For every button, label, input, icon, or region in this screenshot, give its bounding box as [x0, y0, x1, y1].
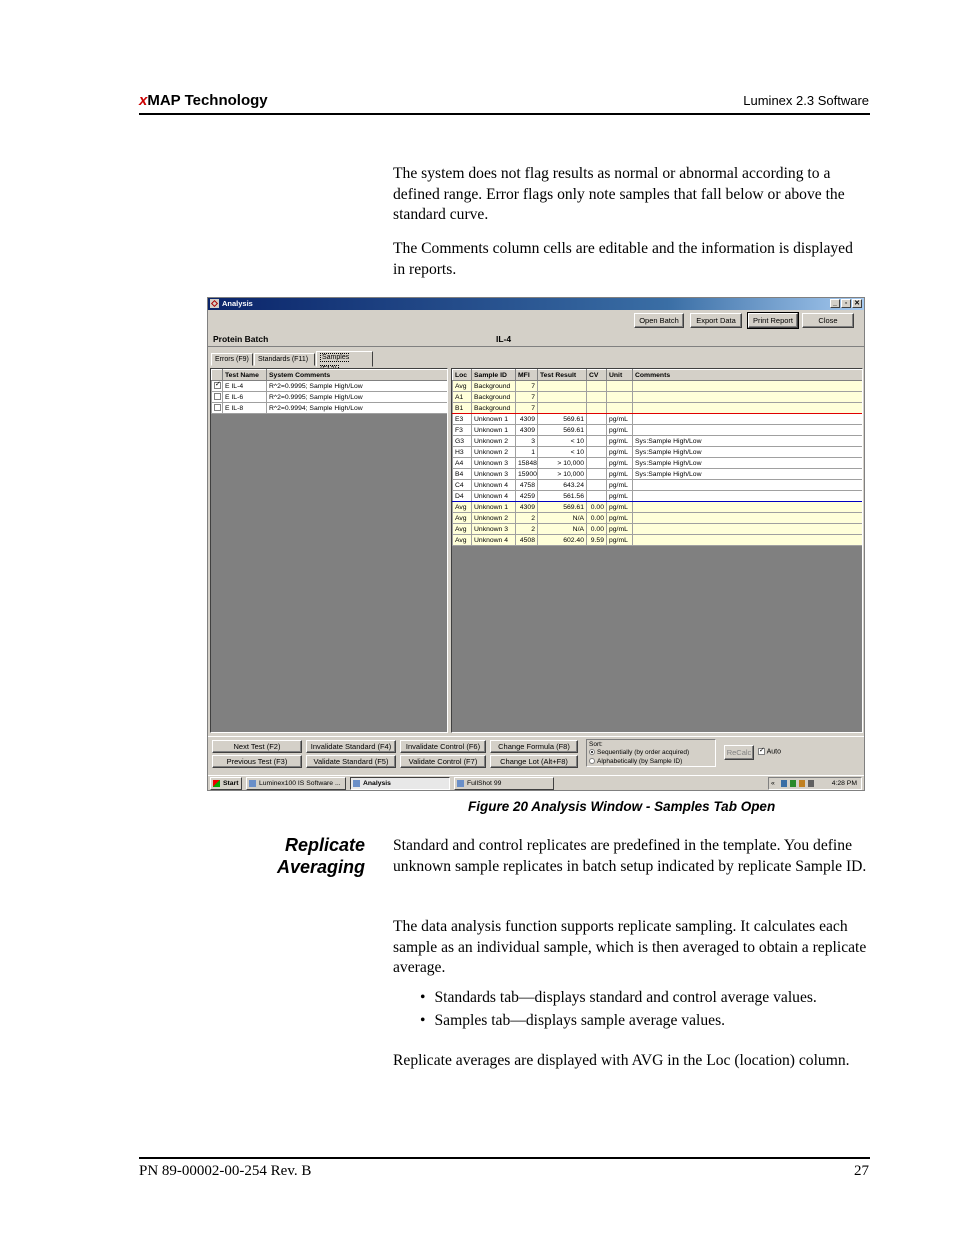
samples-header-comments: Comments	[633, 370, 863, 381]
sample-mfi-cell: 3	[516, 436, 538, 447]
figure-caption: Figure 20 Analysis Window - Samples Tab Open	[468, 799, 776, 814]
change-formula-button[interactable]: Change Formula (F8)	[490, 740, 578, 753]
bullet-standards: • Standards tab—displays standard and control average values.	[420, 986, 817, 1009]
sample-unit-cell: pg/mL	[607, 458, 633, 469]
paragraph-flags: The system does not flag results as normal or abnormal according to a defined range. Error flags only note samples that fall below or above the standard curve.	[393, 165, 845, 223]
table-row[interactable]	[453, 403, 863, 414]
tray-expand-icon[interactable]: «	[771, 780, 775, 787]
close-button[interactable]: Close	[802, 313, 854, 328]
tests-header-name: Test Name	[223, 370, 267, 381]
sample-result-cell: 643.24	[538, 480, 587, 491]
sample-unit-cell	[607, 381, 633, 392]
sample-result-cell: 602.40	[538, 535, 587, 546]
tests-header-row	[212, 370, 448, 381]
sample-mfi-cell: 15848	[516, 458, 538, 469]
test-checkbox-cell[interactable]	[212, 403, 223, 414]
doc-header-title	[139, 92, 268, 109]
sample-cv-cell	[587, 458, 607, 469]
sample-cv-cell	[587, 469, 607, 480]
tests-pane	[210, 368, 448, 733]
tray-network-icon[interactable]	[781, 780, 787, 787]
sample-unit-cell	[607, 403, 633, 414]
tray-app-icon[interactable]	[790, 780, 796, 787]
sample-comment-cell[interactable]: Sys:Sample High/Low	[633, 436, 863, 447]
sample-id-cell: Unknown 1	[472, 425, 516, 436]
footer-rule	[139, 1157, 870, 1159]
sample-unit-cell: pg/mL	[607, 414, 633, 425]
close-window-button[interactable]: ✕	[852, 299, 862, 308]
checkbox-empty-icon[interactable]	[214, 404, 221, 411]
radio-empty-icon	[589, 758, 595, 764]
checkbox-checked-icon[interactable]	[214, 382, 221, 389]
sample-id-cell: Unknown 4	[472, 535, 516, 546]
sample-comment-cell[interactable]	[633, 425, 863, 436]
open-batch-button[interactable]: Open Batch	[634, 313, 684, 328]
samples-header-unit: Unit	[607, 370, 633, 381]
sample-result-cell: 569.61	[538, 502, 587, 513]
section-heading	[165, 834, 365, 878]
sample-unit-cell: pg/mL	[607, 524, 633, 535]
tests-header-check	[212, 370, 223, 381]
sample-comment-cell[interactable]	[633, 480, 863, 491]
sample-cv-cell	[587, 381, 607, 392]
sample-cv-cell	[587, 491, 607, 502]
sort-label: Sort:	[589, 741, 603, 748]
sample-mfi-cell: 7	[516, 403, 538, 414]
toolbar	[208, 310, 864, 332]
footer-page-number: 27	[854, 1163, 869, 1179]
sample-comment-cell[interactable]	[633, 414, 863, 425]
table-row[interactable]	[453, 524, 863, 535]
sample-unit-cell: pg/mL	[607, 447, 633, 458]
table-row[interactable]	[453, 436, 863, 447]
batch-name: Protein Batch	[213, 334, 269, 344]
tray-status-icon[interactable]	[799, 780, 805, 787]
sample-result-cell: N/A	[538, 524, 587, 535]
sample-id-cell: Unknown 2	[472, 513, 516, 524]
paragraph-replicate-sampling: The data analysis function supports replicate sampling. It calculates each sample as an individual sample, which is then averaged to obtain a replicate average.	[393, 918, 867, 976]
samples-table	[452, 369, 863, 546]
table-row[interactable]	[453, 480, 863, 491]
table-row[interactable]	[212, 392, 448, 403]
sample-loc-cell: B1	[453, 403, 472, 414]
change-lot-button[interactable]: Change Lot (Alt+F8)	[490, 755, 578, 768]
sample-unit-cell	[607, 392, 633, 403]
sample-mfi-cell: 4309	[516, 414, 538, 425]
table-row[interactable]	[453, 414, 863, 425]
sample-cv-cell: 9.59	[587, 535, 607, 546]
samples-header-mfi: MFI	[516, 370, 538, 381]
sample-loc-cell: A1	[453, 392, 472, 403]
table-row[interactable]	[453, 491, 863, 502]
sample-comment-cell[interactable]	[633, 535, 863, 546]
sample-result-cell: 561.56	[538, 491, 587, 502]
sample-cv-cell	[587, 436, 607, 447]
test-checkbox-cell[interactable]	[212, 392, 223, 403]
action-strip	[208, 736, 864, 771]
sample-loc-cell: G3	[453, 436, 472, 447]
sample-id-cell: Unknown 4	[472, 480, 516, 491]
tray-clock: 4:28 PM	[831, 780, 857, 787]
sample-loc-cell: Avg	[453, 502, 472, 513]
export-data-button[interactable]: Export Data	[690, 313, 742, 328]
system-tray	[768, 777, 862, 790]
samples-pane	[451, 368, 863, 733]
sort-option-sequential-label: Sequentially (by order acquired)	[597, 749, 690, 756]
header-rule	[139, 113, 870, 115]
sample-mfi-cell: 4309	[516, 425, 538, 436]
samples-header-sample-id: Sample ID	[472, 370, 516, 381]
test-comment-cell: R^2=0.9995; Sample High/Low	[267, 381, 448, 392]
sample-loc-cell: Avg	[453, 524, 472, 535]
auto-checkbox-label: Auto	[766, 748, 781, 756]
table-row[interactable]	[453, 513, 863, 524]
sample-result-cell: > 10,000	[538, 458, 587, 469]
sample-unit-cell: pg/mL	[607, 469, 633, 480]
sample-loc-cell: F3	[453, 425, 472, 436]
sample-mfi-cell: 7	[516, 381, 538, 392]
sample-cv-cell	[587, 392, 607, 403]
table-row[interactable]	[453, 381, 863, 392]
taskbar-item-luminex[interactable]: Luminex100 IS Software ...	[246, 777, 346, 790]
test-name-cell: E IL-8	[223, 403, 267, 414]
sample-comment-cell[interactable]	[633, 403, 863, 414]
start-button[interactable]: Start	[210, 777, 242, 790]
section-heading-line1: Replicate	[284, 835, 365, 855]
previous-test-button[interactable]: Previous Test (F3)	[212, 755, 302, 768]
sample-unit-cell: pg/mL	[607, 436, 633, 447]
sample-loc-cell: A4	[453, 458, 472, 469]
sample-mfi-cell: 7	[516, 392, 538, 403]
sample-mfi-cell: 15900	[516, 469, 538, 480]
sample-id-cell: Unknown 3	[472, 458, 516, 469]
sample-cv-cell: 0.00	[587, 513, 607, 524]
header-x-prefix: x	[139, 92, 148, 109]
sample-mfi-cell: 1	[516, 447, 538, 458]
sample-result-cell: N/A	[538, 513, 587, 524]
sample-unit-cell: pg/mL	[607, 425, 633, 436]
sample-loc-cell: Avg	[453, 535, 472, 546]
test-name-cell: E IL-6	[223, 392, 267, 403]
sample-comment-cell[interactable]: Sys:Sample High/Low	[633, 469, 863, 480]
sample-id-cell: Unknown 4	[472, 491, 516, 502]
tab-standards[interactable]: Standards (F11)	[254, 353, 315, 366]
sample-id-cell: Unknown 2	[472, 447, 516, 458]
sample-mfi-cell: 4758	[516, 480, 538, 491]
analysis-window	[207, 297, 865, 791]
sort-group	[586, 739, 716, 767]
sample-cv-cell	[587, 447, 607, 458]
sample-comment-cell[interactable]	[633, 524, 863, 535]
table-row[interactable]	[212, 403, 448, 414]
checkbox-empty-icon[interactable]	[214, 393, 221, 400]
sample-result-cell	[538, 403, 587, 414]
sample-mfi-cell: 2	[516, 524, 538, 535]
restore-button[interactable]: ▫	[841, 299, 851, 308]
sample-comment-cell[interactable]: Sys:Sample High/Low	[633, 447, 863, 458]
sample-mfi-cell: 4309	[516, 502, 538, 513]
sample-unit-cell: pg/mL	[607, 480, 633, 491]
print-report-button[interactable]: Print Report	[748, 313, 798, 328]
samples-header-test-result: Test Result	[538, 370, 587, 381]
tab-errors[interactable]: Errors (F9)	[211, 353, 253, 366]
sample-id-cell: Unknown 1	[472, 502, 516, 513]
test-comment-cell: R^2=0.9995; Sample High/Low	[267, 392, 448, 403]
window-title: Analysis	[222, 299, 253, 308]
sample-unit-cell: pg/mL	[607, 513, 633, 524]
test-name-cell: E IL-4	[223, 381, 267, 392]
invalidate-standard-button[interactable]: Invalidate Standard (F4)	[306, 740, 396, 753]
sample-unit-cell: pg/mL	[607, 535, 633, 546]
sample-mfi-cell: 2	[516, 513, 538, 524]
sample-mfi-cell: 4259	[516, 491, 538, 502]
table-row[interactable]	[453, 425, 863, 436]
sample-loc-cell: H3	[453, 447, 472, 458]
sample-cv-cell	[587, 414, 607, 425]
sample-loc-cell: C4	[453, 480, 472, 491]
sample-comment-cell[interactable]	[633, 502, 863, 513]
sort-option-alphabetical-label: Alphabetically (by Sample ID)	[597, 758, 683, 765]
bullet-samples: • Samples tab—displays sample average values.	[420, 1009, 817, 1032]
sample-cv-cell	[587, 403, 607, 414]
invalidate-control-button[interactable]: Invalidate Control (F6)	[400, 740, 486, 753]
sample-comment-cell[interactable]: Sys:Sample High/Low	[633, 458, 863, 469]
header-title-rest: MAP Technology	[147, 92, 268, 109]
tests-table	[211, 369, 448, 414]
minimize-button[interactable]: _	[830, 299, 840, 308]
recalc-button[interactable]: ReCalc	[724, 745, 754, 760]
table-row[interactable]	[453, 535, 863, 546]
radio-selected-icon	[589, 749, 595, 755]
sample-id-cell: Background	[472, 392, 516, 403]
table-row[interactable]	[453, 469, 863, 480]
table-row[interactable]	[212, 381, 448, 392]
tab-samples-label: Samples	[320, 353, 349, 374]
validate-standard-button[interactable]: Validate Standard (F5)	[306, 755, 396, 768]
window-controls	[830, 299, 862, 308]
sample-comment-cell[interactable]	[633, 381, 863, 392]
sample-comment-cell[interactable]	[633, 513, 863, 524]
app-icon	[210, 299, 219, 308]
taskbar-item-fullshot[interactable]: FullShot 99	[454, 777, 554, 790]
sample-result-cell: 569.61	[538, 414, 587, 425]
next-test-button[interactable]: Next Test (F2)	[212, 740, 302, 753]
sample-id-cell: Unknown 1	[472, 414, 516, 425]
samples-header-loc: Loc	[453, 370, 472, 381]
auto-checkbox[interactable]	[758, 748, 781, 755]
sample-loc-cell: D4	[453, 491, 472, 502]
bullet-list	[420, 986, 817, 1032]
sample-mfi-cell: 4508	[516, 535, 538, 546]
sample-id-cell: Background	[472, 381, 516, 392]
taskbar-item-analysis[interactable]: Analysis	[350, 777, 450, 790]
table-row[interactable]	[453, 447, 863, 458]
paragraph-replicates: Standard and control replicates are predefined in the template. You define unknown sample replicates in batch setup indicated by replicate Sample ID.	[393, 837, 867, 875]
sample-id-cell: Unknown 3	[472, 524, 516, 535]
tests-body	[212, 381, 448, 414]
samples-header-row	[453, 370, 863, 381]
sample-cv-cell: 0.00	[587, 524, 607, 535]
samples-body	[453, 381, 863, 546]
doc-header-product: Luminex 2.3 Software	[743, 93, 869, 108]
window-titlebar	[208, 298, 864, 310]
analyte-name: IL-4	[496, 334, 512, 344]
test-checkbox-cell[interactable]	[212, 381, 223, 392]
paragraph-avg: Replicate averages are displayed with AVG in the Loc (location) column.	[393, 1052, 850, 1069]
sample-comment-cell[interactable]	[633, 491, 863, 502]
sample-cv-cell	[587, 480, 607, 491]
sample-result-cell	[538, 381, 587, 392]
tray-volume-icon[interactable]	[808, 780, 814, 787]
sample-id-cell: Unknown 3	[472, 469, 516, 480]
sample-result-cell: < 10	[538, 447, 587, 458]
sample-loc-cell: Avg	[453, 381, 472, 392]
validate-control-button[interactable]: Validate Control (F7)	[400, 755, 486, 768]
tests-header-comments: System Comments	[267, 370, 448, 381]
samples-header-cv: CV	[587, 370, 607, 381]
table-row[interactable]	[453, 502, 863, 513]
sort-option-sequential[interactable]	[589, 749, 689, 756]
sample-cv-cell: 0.00	[587, 502, 607, 513]
sample-unit-cell: pg/mL	[607, 502, 633, 513]
sample-loc-cell: B4	[453, 469, 472, 480]
checkbox-checked-icon	[758, 748, 765, 755]
sample-comment-cell[interactable]	[633, 392, 863, 403]
sample-id-cell: Background	[472, 403, 516, 414]
test-comment-cell: R^2=0.9994; Sample High/Low	[267, 403, 448, 414]
sample-loc-cell: E3	[453, 414, 472, 425]
sample-result-cell	[538, 392, 587, 403]
section-heading-line2: Averaging	[276, 857, 365, 877]
sample-result-cell: 569.61	[538, 425, 587, 436]
paragraph-comments: The Comments column cells are editable and the information is displayed in reports.	[393, 240, 853, 278]
taskbar	[208, 775, 864, 791]
sample-id-cell: Unknown 2	[472, 436, 516, 447]
sort-option-alphabetical[interactable]	[589, 758, 682, 765]
sample-result-cell: < 10	[538, 436, 587, 447]
sample-result-cell: > 10,000	[538, 469, 587, 480]
tab-samples[interactable]	[316, 351, 373, 367]
table-row[interactable]	[453, 458, 863, 469]
sample-loc-cell: Avg	[453, 513, 472, 524]
footer-part-number: PN 89-00002-00-254 Rev. B	[139, 1163, 312, 1179]
sample-unit-cell: pg/mL	[607, 491, 633, 502]
table-row[interactable]	[453, 392, 863, 403]
sample-cv-cell	[587, 425, 607, 436]
batch-info-bar	[208, 332, 864, 347]
